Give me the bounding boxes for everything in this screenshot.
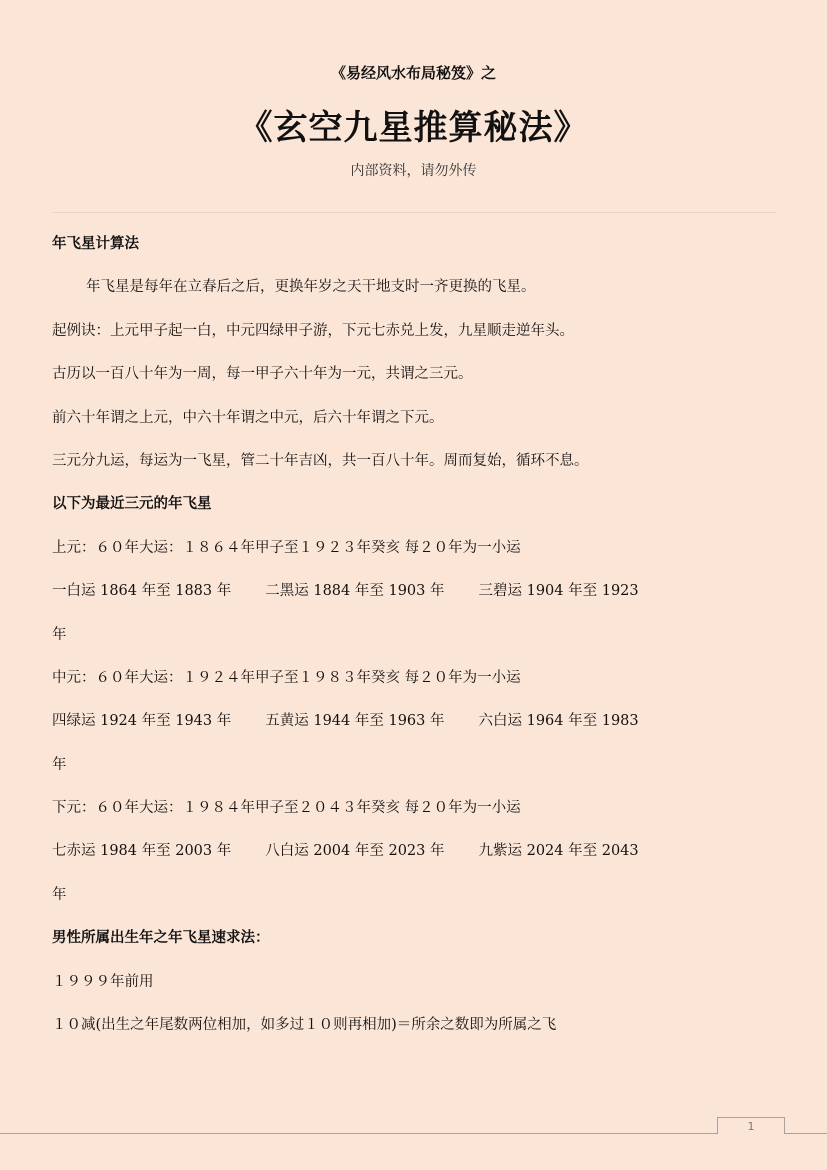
footer-rule (0, 1133, 827, 1134)
wrapped-text: 年 (52, 886, 67, 903)
document-title: 《玄空九星推算秘法》 (238, 108, 589, 148)
paragraph: 起例诀：上元甲子起一白，中元四绿甲子游，下元七赤兑上发，九星顺走逆年头。 (52, 322, 574, 339)
section-heading-year-star: 年飞星计算法 (52, 235, 139, 252)
document-body (52, 226, 776, 1050)
paragraph: １０减(出生之年尾数两位相加，如多过１０则再相加)＝所余之数即为所属之飞 (52, 1017, 557, 1034)
wrapped-text: 年 (52, 626, 67, 643)
wrapped-text: 年 (52, 756, 67, 773)
upper-era-periods (52, 573, 776, 616)
middle-era-line: 中元：６０年大运：１９２４年甲子至１９８３年癸亥 每２０年为一小运 (52, 669, 521, 686)
document-subtitle: 内部资料，请勿外传 (350, 163, 477, 179)
period-8: 八白运 2004 年至 2023 年 (265, 843, 445, 860)
period-4: 四绿运 1924 年至 1943 年 (52, 713, 232, 730)
paragraph: １９９９年前用 (52, 973, 154, 990)
period-5: 五黄运 1944 年至 1963 年 (265, 713, 445, 730)
period-1: 一白运 1864 年至 1883 年 (52, 583, 232, 600)
period-2: 二黑运 1884 年至 1903 年 (265, 583, 445, 600)
page-number: 1 (717, 1117, 785, 1134)
middle-era-periods (52, 703, 776, 746)
paragraph: 年飞星是每年在立春后之后，更换年岁之天干地支时一齐更换的飞星。 (86, 279, 536, 296)
section-heading-recent-stars: 以下为最近三元的年飞星 (52, 495, 212, 513)
section-heading-male-method: 男性所属出生年之年飞星速求法： (52, 929, 270, 947)
lower-era-periods (52, 833, 776, 876)
series-title: 《易经风水布局秘笈》之 (330, 64, 496, 82)
paragraph: 前六十年谓之上元，中六十年谓之中元，后六十年谓之下元。 (52, 409, 444, 426)
period-7: 七赤运 1984 年至 2003 年 (52, 843, 232, 860)
paragraph: 三元分九运，每运为一飞星，管二十年吉凶，共一百八十年。周而复始，循环不息。 (52, 452, 589, 469)
upper-era-line: 上元：６０年大运：１８６４年甲子至１９２３年癸亥 每２０年为一小运 (52, 539, 521, 556)
period-3: 三碧运 1904 年至 1923 (478, 583, 639, 600)
period-9: 九紫运 2024 年至 2043 (478, 843, 639, 860)
paragraph: 古历以一百八十年为一周，每一甲子六十年为一元，共谓之三元。 (52, 366, 473, 383)
header-divider (52, 212, 776, 213)
lower-era-line: 下元：６０年大运：１９８４年甲子至２０４３年癸亥 每２０年为一小运 (52, 800, 521, 817)
period-6: 六白运 1964 年至 1983 (478, 713, 639, 730)
